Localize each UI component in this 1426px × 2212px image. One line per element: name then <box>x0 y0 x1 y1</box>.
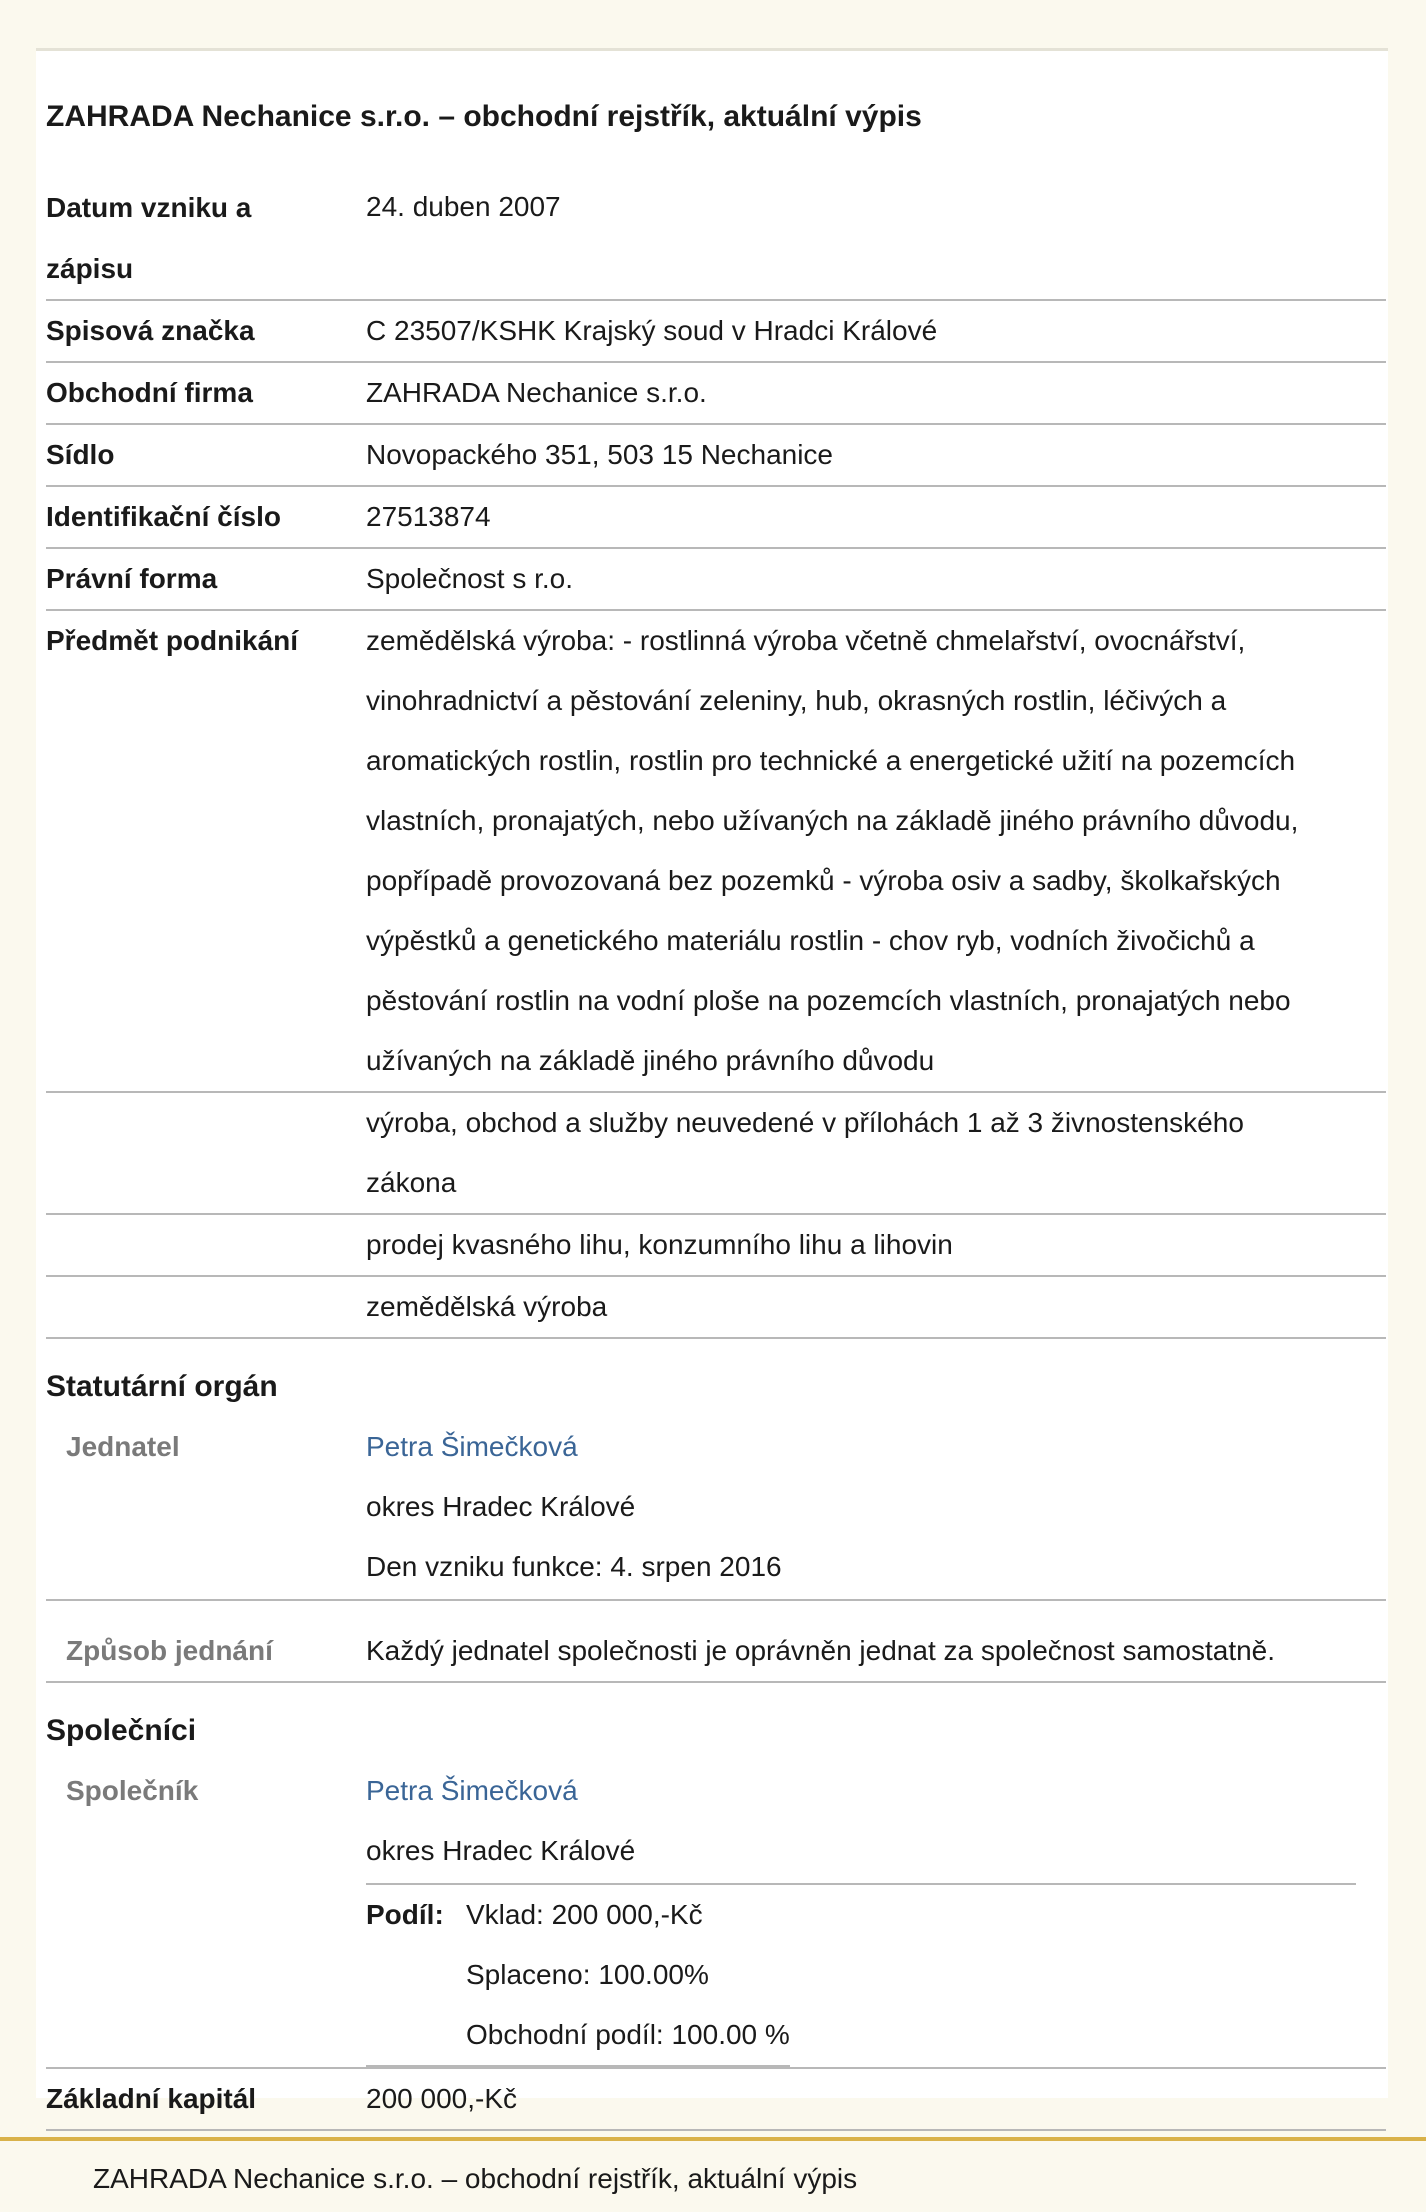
jednatel-okres: okres Hradec Králové <box>366 1491 636 1522</box>
row-predmet-3 <box>46 1214 1386 1276</box>
podil-label: Podíl: <box>366 1885 466 2066</box>
row-kapital <box>46 2068 1386 2130</box>
row-spis <box>46 300 1386 362</box>
predmet-label: Předmět podnikání <box>46 610 366 1092</box>
splaceno-value: Splaceno: 100.00% <box>466 1959 709 1990</box>
spolecnici-table <box>46 1761 1386 2131</box>
kapital-label: Základní kapitál <box>46 2068 366 2130</box>
vklad-value: Vklad: 200 000,-Kč <box>466 1899 703 1930</box>
sidlo-value: Novopackého 351, 503 15 Nechanice <box>366 424 1386 486</box>
forma-value: Společnost s r.o. <box>366 548 1386 610</box>
row-zpusob <box>46 1600 1386 1682</box>
row-ico <box>46 486 1386 548</box>
spolecnik-label: Společník <box>46 1761 366 2068</box>
row-predmet-2 <box>46 1092 1386 1214</box>
spolecnici-heading: Společníci <box>46 1714 197 1747</box>
row-datum <box>46 177 1386 300</box>
datum-value: 24. duben 2007 <box>366 177 1386 300</box>
row-forma <box>46 548 1386 610</box>
statutarni-table <box>46 1417 1386 1683</box>
predmet-item: výroba, obchod a služby neuvedené v přílohách 1 až 3 živnostenského zákona <box>366 1092 1386 1214</box>
row-sidlo <box>46 424 1386 486</box>
zpusob-value: Každý jednatel společnosti je oprávněn jednat za společnost samostatně. <box>366 1600 1386 1682</box>
podil-box <box>366 1883 1356 2067</box>
register-extract <box>36 51 1388 2114</box>
predmet-item: zemědělská výroba: - rostlinná výroba včetně chmelařství, ovocnářství, vinohradnictví a pěstování zeleniny, hub, okrasných rostlin, léčivých a aromatických rostlin, rostlin pro technické a energetické užití na pozemcích vlastních, pronajatých, nebo užívaných na základě jiného právního důvodu, popřípadě provozovaná bez pozemků - výroba osiv a sadby, školkařských výpěstků a genetického materiálu rostlin - chov ryb, vodních živočichů a pěstování rostlin na vodní ploše na pozemcích vlastních, pronajatých nebo užívaných na základě jiného právního důvodu <box>366 610 1386 1092</box>
kapital-value: 200 000,-Kč <box>366 2068 1386 2130</box>
spis-label: Spisová značka <box>46 300 366 362</box>
basic-info-table <box>46 177 1386 1339</box>
obchodni-podil-value: Obchodní podíl: 100.00 % <box>466 2019 790 2050</box>
firma-label: Obchodní firma <box>46 362 366 424</box>
zpusob-label: Způsob jednání <box>46 1600 366 1682</box>
sidlo-label: Sídlo <box>46 424 366 486</box>
jednatel-label: Jednatel <box>46 1417 366 1600</box>
ico-label: Identifikační číslo <box>46 486 366 548</box>
predmet-item: zemědělská výroba <box>366 1276 1386 1338</box>
jednatel-link[interactable]: Petra Šimečková <box>366 1431 578 1462</box>
page-title: ZAHRADA Nechanice s.r.o. – obchodní rejstřík, aktuální výpis <box>46 100 922 133</box>
predmet-item: prodej kvasného lihu, konzumního lihu a lihovin <box>366 1214 1386 1276</box>
spis-value: C 23507/KSHK Krajský soud v Hradci Králové <box>366 300 1386 362</box>
statutarni-heading: Statutární orgán <box>46 1370 278 1403</box>
firma-value: ZAHRADA Nechanice s.r.o. <box>366 362 1386 424</box>
footer-text: ZAHRADA Nechanice s.r.o. – obchodní rejstřík, aktuální výpis <box>93 2163 858 2194</box>
spolecnik-link[interactable]: Petra Šimečková <box>366 1775 578 1806</box>
forma-label: Právní forma <box>46 548 366 610</box>
row-spolecnik <box>46 1761 1386 2068</box>
ico-value: 27513874 <box>366 486 1386 548</box>
row-predmet <box>46 610 1386 1092</box>
row-jednatel <box>46 1417 1386 1600</box>
row-firma <box>46 362 1386 424</box>
jednatel-vznik: Den vzniku funkce: 4. srpen 2016 <box>366 1551 782 1582</box>
footer <box>0 2137 1426 2212</box>
row-predmet-4 <box>46 1276 1386 1338</box>
spolecnik-okres: okres Hradec Králové <box>366 1835 636 1866</box>
datum-label: Datum vzniku a zápisu <box>46 177 366 300</box>
